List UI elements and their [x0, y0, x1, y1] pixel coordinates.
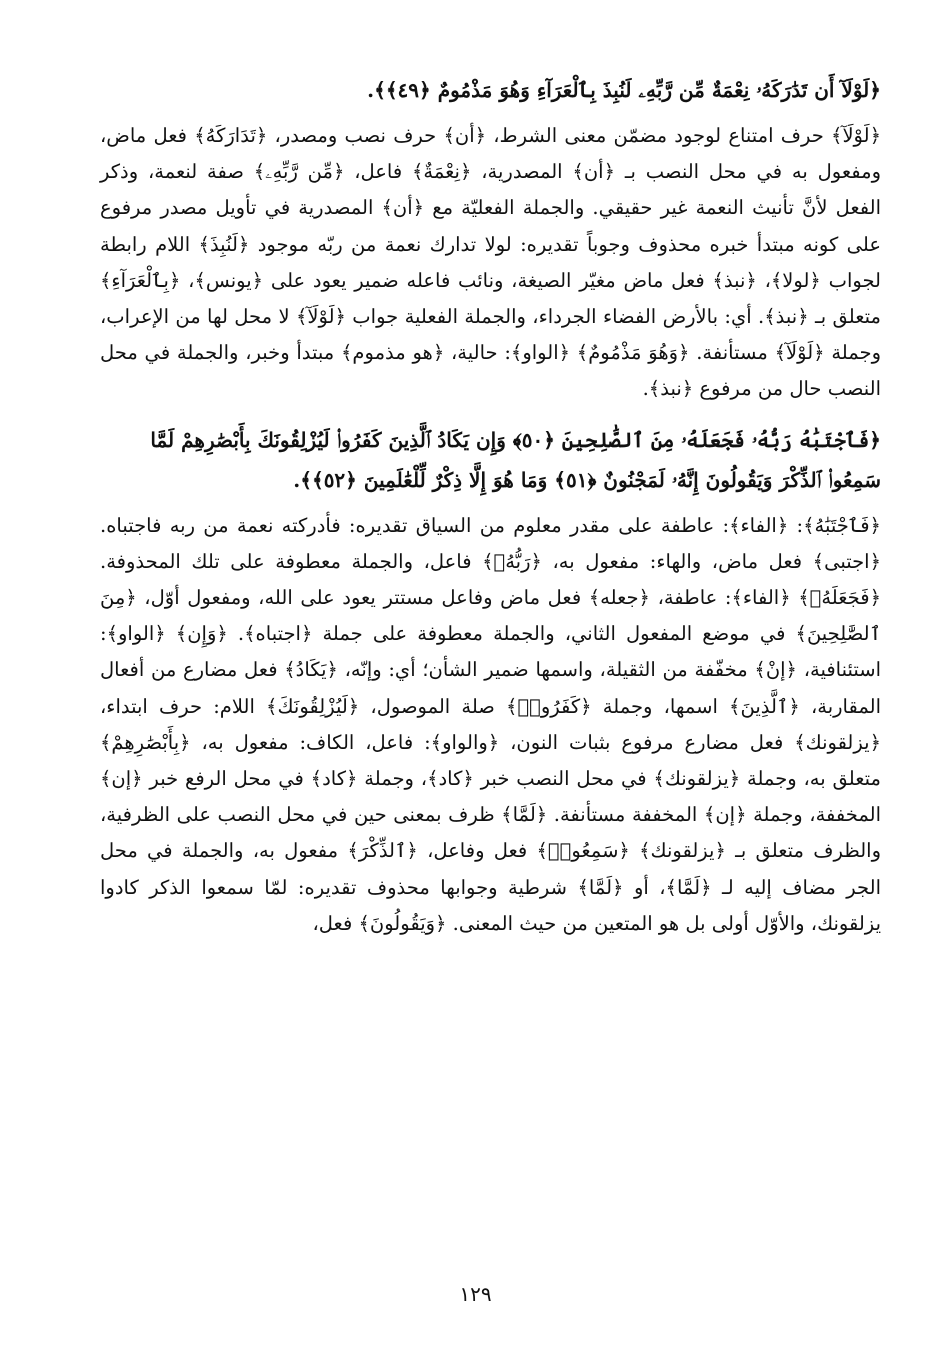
page-number: ١٢٩: [459, 1282, 492, 1306]
grammar-paragraph-1: ﴿لَوْلَآ﴾ حرف امتناع لوجود مضمّن معنى الشرط، ﴿أن﴾ حرف نصب ومصدر، ﴿تَدَارَكَهُ﴾ فعل ماض، ومفعول به في محل النصب بـ ﴿أن﴾ المصدرية، ﴿نِعْمَةٌ﴾ فاعل، ﴿مِّن رَّبِّهِۦ﴾ صفة لنعمة، وذكر الفعل لأنَّ تأنيث النعمة غير حقيقي. والجملة الفعليّة مع ﴿أن﴾ المصدرية في تأويل مصدر مرفوع على كونه مبتدأ خبره محذوف وجوباً تقديره: لولا تدارك نعمة من ربّه موجود ﴿لَنُبِذَ﴾ اللام رابطة لجواب ﴿لولا﴾، ﴿نبذ﴾ فعل ماض مغيّر الصيغة، ونائب فاعله ضمير يعود على ﴿يونس﴾، ﴿بِٱلْعَرَآءِ﴾ متعلق بـ ﴿نبذ﴾. أي: بالأرض الفضاء الجرداء، والجملة الفعلية جواب ﴿لَوْلَآ﴾ لا محل لها من الإعراب، وجملة ﴿لَوْلَآ﴾ مستأنفة. ﴿وَهُوَ مَذْمُومٌ﴾ ﴿الواو﴾: حالية، ﴿هو مذموم﴾ مبتدأ وخبر، والجملة في محل النصب حال من مرفوع ﴿نبذ﴾.: [100, 124, 881, 401]
quran-verses-50-52: ﴿فَٱجْتَبَٰهُ رَبُّهُۥ فَجَعَلَهُۥ مِنَ ٱلصَّٰلِحِينَ ﴿٥٠﴾ وَإِن يَكَادُ ٱلَّذِينَ كَفَرُوا۟ لَيُزْلِقُونَكَ بِأَبْصَٰرِهِمْ لَمَّا سَمِعُوا۟ ٱلذِّكْرَ وَيَقُولُونَ إِنَّهُۥ لَمَجْنُونٌ ﴿٥١﴾ وَمَا هُوَ إِلَّا ذِكْرٌ لِّلْعَٰلَمِينَ ﴿٥٢﴾﴾.: [150, 427, 881, 492]
quran-verse-49: ﴿لَوْلَآ أَن تَدَٰرَكَهُۥ نِعْمَةٌ مِّن رَّبِّهِۦ لَنُبِذَ بِٱلْعَرَآءِ وَهُوَ مَذْمُومٌ ﴿٤٩﴾﴾.: [367, 78, 881, 102]
page-body: [100, 70, 881, 954]
grammar-paragraph-2: ﴿فَٱجْتَبَٰهُ﴾: ﴿الفاء﴾: عاطفة على مقدر معلوم من السياق تقديره: فأدركته نعمة من ربه فاجتباه. ﴿اجتبى﴾ فعل ماض، والهاء: مفعول به، ﴿رَبُّهُۥ﴾ فاعل، والجملة معطوفة على تلك المحذوفة. ﴿فَجَعَلَهُۥ﴾ ﴿الفاء﴾: عاطفة، ﴿جعله﴾ فعل ماض وفاعل مستتر يعود على الله، ومفعول أوّل، ﴿مِنَ ٱلصَّٰلِحِينَ﴾ في موضع المفعول الثاني، والجملة معطوفة على جملة ﴿اجتباه﴾. ﴿وَإِن﴾ ﴿الواو﴾: استئنافية، ﴿إنْ﴾ مخفّفة من الثقيلة، واسمها ضمير الشأن؛ أي: وإنّه، ﴿يَكَادُ﴾ فعل مضارع من أفعال المقاربة، ﴿ٱلَّذِينَ﴾ اسمها، وجملة ﴿كَفَرُوا۟﴾ صلة الموصول، ﴿لَيُزْلِقُونَكَ﴾ اللام: حرف ابتداء، ﴿يزلقونك﴾ فعل مضارع مرفوع بثبات النون، ﴿والواو﴾: فاعل، الكاف: مفعول به، ﴿بِأَبْصَٰرِهِمْ﴾ متعلق به، وجملة ﴿يزلقونك﴾ في محل النصب خبر ﴿كاد﴾، وجملة ﴿كاد﴾ في محل الرفع خبر ﴿إن﴾ المخففة، وجملة ﴿إن﴾ المخففة مستأنفة. ﴿لَمَّا﴾ ظرف بمعنى حين في محل النصب على الظرفية، والظرف متعلق بـ ﴿يزلقونك﴾ ﴿سَمِعُوا۟﴾ فعل وفاعل، ﴿ٱلذِّكْرَ﴾ مفعول به، والجملة في محل الجر مضاف إليه لـ ﴿لَمَّا﴾، أو ﴿لَمَّا﴾ شرطية وجوابها محذوف تقديره: لمّا سمعوا الذكر كادوا يزلقونك، والأوّل أولى بل هو المتعين من حيث المعنى. ﴿وَيَقُولُونَ﴾ فعل،: [100, 513, 881, 935]
